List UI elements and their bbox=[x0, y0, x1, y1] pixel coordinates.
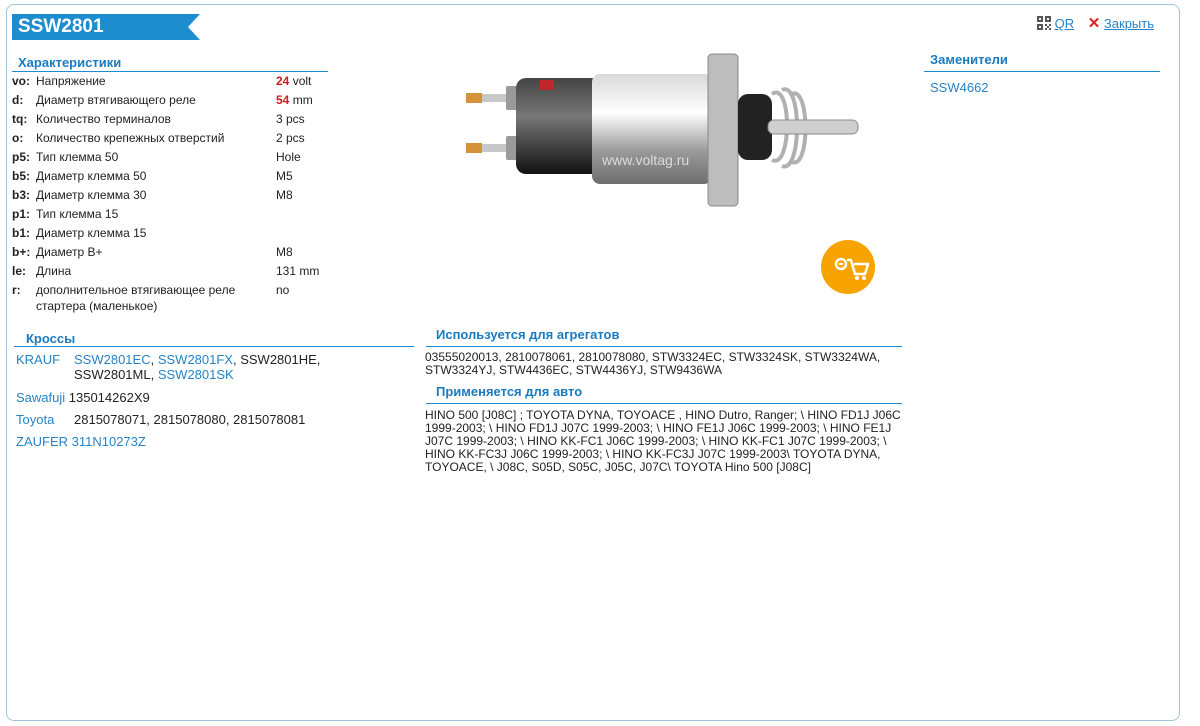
cross-brand-zaufer[interactable]: ZAUFER bbox=[16, 434, 68, 449]
spec-value-unit: M5 bbox=[276, 169, 293, 183]
spec-name: Длина bbox=[36, 264, 72, 278]
cross-link[interactable]: SSW2801FX bbox=[157, 352, 233, 367]
product-code: SSW2801 bbox=[18, 16, 104, 37]
add-to-cart-button[interactable] bbox=[821, 240, 875, 294]
cross-value: 2815078071, 2815078080, 2815078081 bbox=[74, 412, 306, 427]
spec-row bbox=[12, 225, 319, 244]
spec-name: Диаметр клемма 30 bbox=[36, 188, 147, 202]
spec-row bbox=[12, 130, 319, 149]
spec-code: d: bbox=[12, 93, 24, 107]
crosses-title: Кроссы bbox=[26, 331, 76, 346]
close-button[interactable] bbox=[1088, 16, 1154, 31]
spec-row bbox=[12, 263, 319, 282]
cart-icon bbox=[821, 240, 875, 294]
spec-row bbox=[12, 168, 319, 187]
spec-code: b5: bbox=[12, 169, 30, 183]
top-actions bbox=[1037, 14, 1154, 32]
spec-code: b1: bbox=[12, 226, 30, 240]
spec-value-number: 24 bbox=[276, 74, 290, 88]
cross-row-toyota bbox=[16, 412, 305, 427]
close-link[interactable]: Закрыть bbox=[1103, 16, 1154, 31]
spec-name: дополнительное втягивающее реле стартера (маленькое) bbox=[36, 283, 236, 313]
spec-value-unit: volt bbox=[289, 74, 312, 88]
cross-row-sawafuji bbox=[16, 390, 150, 405]
product-image bbox=[462, 50, 862, 220]
cross-brand-toyota[interactable]: Toyota bbox=[16, 412, 55, 427]
substitutes-title: Заменители bbox=[930, 52, 1008, 67]
applies-heading bbox=[426, 384, 902, 404]
spec-code: p5: bbox=[12, 150, 30, 164]
spec-name: Диаметр В+ bbox=[36, 245, 103, 259]
specs-heading bbox=[12, 55, 328, 72]
spec-row bbox=[12, 244, 319, 263]
cross-value: SSW2801ML, bbox=[74, 367, 158, 382]
spec-value-unit: Hole bbox=[276, 150, 301, 164]
solenoid-image bbox=[462, 50, 862, 220]
spec-name: Диаметр клемма 15 bbox=[36, 226, 147, 240]
spec-value bbox=[276, 263, 319, 282]
spec-name: Количество крепежных отверстий bbox=[36, 131, 225, 145]
spec-name: Количество терминалов bbox=[36, 112, 171, 126]
spec-row bbox=[12, 111, 319, 130]
spec-value-unit: mm bbox=[289, 93, 313, 107]
qr-link[interactable]: QR bbox=[1054, 16, 1075, 31]
substitutes-heading bbox=[924, 52, 1160, 72]
cross-link[interactable]: SSW2801SK bbox=[157, 367, 234, 382]
cross-row-zaufer bbox=[16, 434, 146, 449]
crosses-heading bbox=[14, 331, 414, 347]
cross-value: , SSW2801HE, bbox=[232, 352, 321, 367]
used-in-title: Используется для агрегатов bbox=[436, 327, 620, 342]
spec-code: b+: bbox=[12, 245, 31, 259]
spec-value-unit: no bbox=[276, 283, 290, 297]
spec-code: r: bbox=[12, 283, 21, 297]
cross-brand-krauf[interactable]: KRAUF bbox=[16, 352, 61, 367]
spec-value bbox=[276, 130, 319, 149]
used-in-text: 03555020013, 2810078061, 2810078080, STW3324EC, STW3324SK, STW3324WA, STW3324YJ, STW4436EC, STW4436YJ, STW9436WA bbox=[425, 350, 881, 377]
spec-row bbox=[12, 73, 319, 92]
spec-row bbox=[12, 149, 319, 168]
spec-code: b3: bbox=[12, 188, 30, 202]
spec-value bbox=[276, 92, 319, 111]
cross-brand-sawafuji[interactable]: Sawafuji bbox=[16, 390, 66, 405]
spec-name: Тип клемма 50 bbox=[36, 150, 119, 164]
cross-link[interactable]: SSW2801EC bbox=[74, 352, 151, 367]
spec-value-unit: 3 pcs bbox=[276, 112, 305, 126]
qr-button[interactable] bbox=[1037, 16, 1078, 31]
watermark-text: www.voltag.ru bbox=[602, 152, 690, 168]
spec-value bbox=[276, 149, 319, 168]
spec-name: Тип клемма 15 bbox=[36, 207, 119, 221]
qr-icon bbox=[1037, 16, 1051, 30]
spec-row bbox=[12, 92, 319, 111]
cross-row-krauf bbox=[16, 352, 374, 382]
product-code-tab bbox=[12, 14, 188, 40]
spec-value bbox=[276, 187, 319, 206]
spec-name: Диаметр втягивающего реле bbox=[36, 93, 196, 107]
spec-name: Напряжение bbox=[36, 74, 106, 88]
spec-value-unit: 131 mm bbox=[276, 264, 320, 278]
spec-value bbox=[276, 244, 319, 263]
spec-code: vo: bbox=[12, 74, 30, 88]
cross-separator: , bbox=[150, 352, 158, 367]
spec-value-number: 54 bbox=[276, 93, 290, 107]
spec-row bbox=[12, 187, 319, 206]
specs-table bbox=[12, 73, 319, 314]
spec-value-unit: M8 bbox=[276, 245, 293, 259]
spec-value bbox=[276, 73, 319, 92]
spec-value bbox=[276, 225, 319, 244]
specs-title: Характеристики bbox=[18, 55, 122, 70]
spec-value-unit: M8 bbox=[276, 188, 293, 202]
spec-name: Диаметр клемма 50 bbox=[36, 169, 147, 183]
close-icon: ✕ bbox=[1087, 15, 1101, 32]
used-in-heading bbox=[426, 327, 902, 347]
spec-value bbox=[276, 111, 319, 130]
spec-value-unit: 2 pcs bbox=[276, 131, 305, 145]
spec-row bbox=[12, 206, 319, 225]
cross-value: 135014262X9 bbox=[68, 390, 150, 405]
spec-row bbox=[12, 282, 319, 314]
spec-code: o: bbox=[12, 131, 24, 145]
spec-code: tq: bbox=[12, 112, 28, 126]
applies-title: Применяется для авто bbox=[436, 384, 583, 399]
applies-text: HINO 500 [J08C] ; TOYOTA DYNA, TOYOACE , HINO Dutro, Ranger; \ HINO FD1J J06C 1999-2003; \ HINO FD1J J07C 1999-2003; \ HINO FE1J J06C 1999-2003; \ HINO FE1J J07C 1999-2003; \ HINO KK-FC1 J06C 1999-2003; \ HINO KK-FC1 J07C 1999-2003; \ HINO KK-FC3J J06C 1999-2003; \ HINO KK-FC3J J07C 1999-2003\ TOYOTA DYNA, TOYOACE, \ J08C, S05D, S05C, J05C, J07C\ TOYOTA Hino 500 [J08C] bbox=[425, 408, 901, 474]
cross-link[interactable]: 311N10273Z bbox=[71, 434, 146, 449]
spec-value bbox=[276, 282, 319, 314]
substitute-link[interactable]: SSW4662 bbox=[930, 80, 989, 95]
spec-value bbox=[276, 206, 319, 225]
substitutes-list bbox=[930, 80, 989, 95]
spec-value bbox=[276, 168, 319, 187]
spec-code: le: bbox=[12, 264, 27, 278]
spec-code: p1: bbox=[12, 207, 30, 221]
